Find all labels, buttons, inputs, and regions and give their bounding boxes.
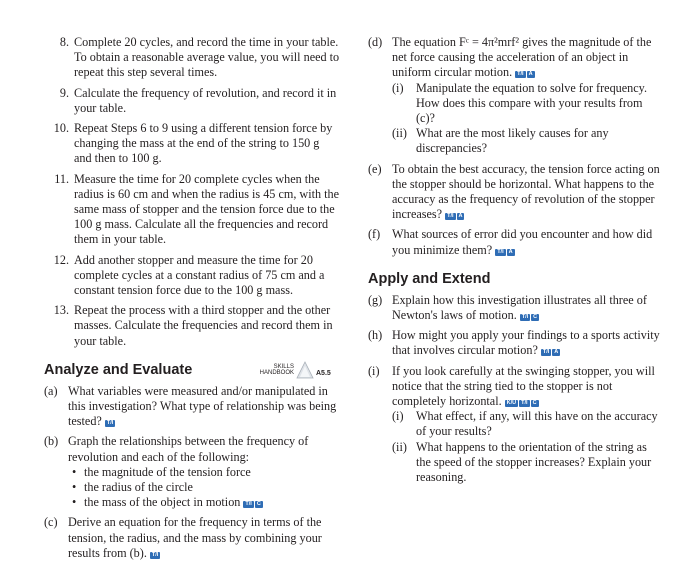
category-badge: A (554, 349, 559, 356)
question-label: (i) (368, 363, 380, 378)
bullet-text: the radius of the circle (84, 480, 193, 495)
question-h (368, 328, 664, 358)
question-label: (c) (44, 515, 58, 530)
bullet-item (68, 480, 340, 495)
sub-question-text: What happens to the orientation of the string as the speed of the stopper increases? Explain your reasoning. (416, 439, 652, 485)
step-text: Repeat Steps 6 to 9 using a different tension force by changing the mass at the end of the string to 150 g and then to 100 g. (74, 121, 333, 166)
question-text: What sources of error did you encounter and how did you minimize them? (392, 227, 653, 257)
question-text: If you look carefully at the swinging stopper, you will notice that the string tied to the stopper is not completely horizontal. (392, 363, 655, 409)
bullet-item (68, 495, 340, 510)
left-column (44, 0, 340, 561)
skills-code: A5.5 (316, 369, 331, 377)
category-badge: T/I (106, 420, 114, 427)
sub-question-label: (i) (392, 409, 404, 424)
step-text: Complete 20 cycles, and record the time in your table. To obtain a reasonable average value, you will need to repeat this step several times. (74, 35, 340, 80)
question-e (368, 162, 664, 223)
analyze-heading: Analyze and Evaluate (44, 361, 193, 378)
sub-question (392, 409, 664, 439)
sub-question-label: (ii) (392, 126, 407, 141)
sub-question-text: Manipulate the equation to solve for frequency. How does this compare with your results from (c)? (416, 80, 648, 126)
category-badge: T/I (447, 213, 454, 220)
category-badge: A (508, 248, 513, 255)
sub-question-text: What are the most likely causes for any discrepancies? (416, 126, 609, 156)
apply-heading: Apply and Extend (368, 270, 491, 287)
bullet-icon: • (72, 495, 77, 510)
category-badge: T/I (517, 71, 524, 78)
step-text: Repeat the process with a third stopper and the other masses. Calculate the frequencies and record them in your table. (74, 303, 333, 348)
skills-handbook-ref (250, 361, 342, 379)
question-g (368, 293, 664, 323)
step-number: 9. (59, 85, 69, 100)
category-badge: T/I (497, 248, 504, 255)
category-badge: T/I (521, 314, 529, 321)
step-10 (44, 121, 340, 167)
question-text: To obtain the best accuracy, the tension force acting on the stopper should be horizontal. What happens to the accuracy as the frequency of revolution of the stopper increases? (392, 161, 660, 222)
skills-label: SKILLS (273, 363, 294, 370)
step-text: Add another stopper and measure the time for 20 complete cycles at a constant radius of 75 cm and a constant tension force due to the 100 g mass. (74, 252, 325, 298)
question-label: (d) (368, 35, 383, 49)
category-badge: T/I (245, 501, 252, 508)
question-label: (h) (368, 328, 383, 343)
category-badge: A (528, 71, 533, 78)
question-label: (b) (44, 434, 59, 449)
question-label: (f) (368, 227, 381, 242)
step-number: 13. (53, 303, 69, 318)
category-badge: K/U (506, 400, 517, 407)
question-label: (e) (368, 161, 382, 176)
question-text: What variables were measured and/or manipulated in this investigation? What type of relationship was being tested? (68, 383, 337, 429)
category-badge: T/I (151, 551, 159, 558)
bullet-item (68, 465, 340, 480)
analyze-header (44, 361, 340, 379)
sub-question (392, 126, 664, 156)
question-label: (g) (368, 292, 383, 307)
bullet-text: the mass of the object in motion (84, 495, 241, 510)
skills-handbook-icon (296, 361, 314, 379)
question-c (44, 515, 340, 561)
question-text: The equation Fᶜ = 4π²mrf² gives the magnitude of the net force causing the acceleration of an object in uniform circular motion. (392, 35, 652, 80)
question-f (368, 227, 664, 257)
question-d (368, 35, 664, 157)
bullet-icon: • (72, 464, 77, 479)
question-b (44, 434, 340, 510)
category-badge: T/I (521, 400, 528, 407)
step-text: Measure the time for 20 complete cycles when the radius is 60 cm and when the radius is 45 cm, with the same mass of stopper and the tension force due to the 100 g mass. Calculate all the frequencies and record them in your table. (74, 171, 340, 247)
sub-question-text: What effect, if any, will this have on the accuracy of your results? (416, 409, 658, 439)
category-badge: A (458, 213, 463, 220)
handbook-label: HANDBOOK (259, 370, 294, 377)
question-label: (a) (44, 383, 58, 398)
question-i (368, 364, 664, 486)
right-column (368, 0, 664, 485)
step-number: 10. (53, 121, 69, 136)
step-12 (44, 253, 340, 299)
sub-question (392, 81, 664, 127)
question-text: Derive an equation for the frequency in terms of the tension, the radius, and the mass by combining your results from (b). (68, 515, 322, 560)
question-text: How might you apply your findings to a sports activity that involves circular motion? (392, 328, 660, 358)
bullet-icon: • (72, 480, 77, 495)
step-number: 11. (54, 171, 69, 186)
step-9 (44, 86, 340, 116)
category-badge: T/I (542, 349, 550, 356)
step-text: Calculate the frequency of revolution, and record it in your table. (74, 85, 337, 115)
step-number: 8. (59, 35, 69, 49)
question-a (44, 384, 340, 430)
category-badge: C (533, 314, 538, 321)
step-8 (44, 35, 340, 81)
sub-question-label: (i) (392, 80, 404, 95)
sub-question-label: (ii) (392, 439, 407, 454)
step-13 (44, 303, 340, 349)
category-badge: C (532, 400, 537, 407)
step-11 (44, 172, 340, 248)
category-badge: C (256, 501, 261, 508)
question-text: Explain how this investigation illustrates all three of Newton's laws of motion. (392, 292, 647, 323)
step-number: 12. (53, 252, 69, 267)
bullet-text: the magnitude of the tension force (84, 464, 251, 479)
sub-question (392, 440, 664, 486)
question-text: Graph the relationships between the frequency of revolution and each of the following: (68, 434, 309, 464)
